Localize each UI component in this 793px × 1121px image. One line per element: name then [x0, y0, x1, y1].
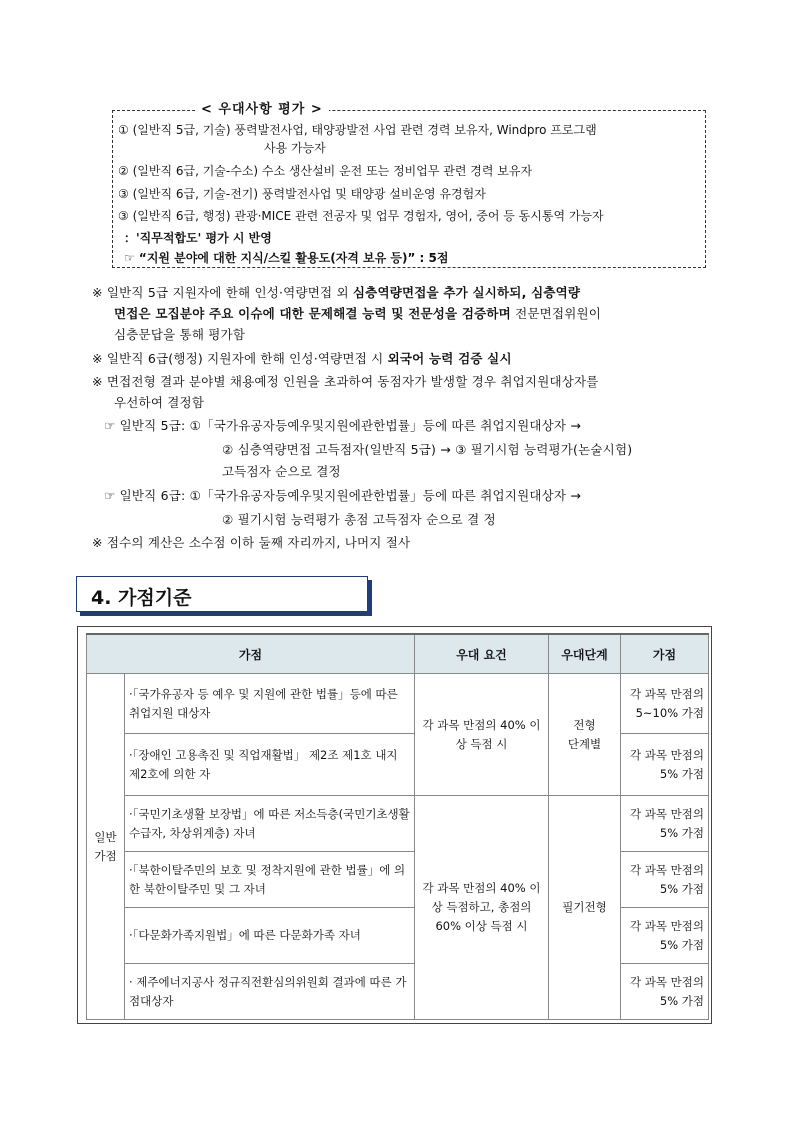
note-6: ※ 점수의 계산은 소수점 이하 둘째 자리까지, 나머지 절사 [92, 535, 411, 550]
preferential-note: ：'직무적합도' 평가 시 반영 [124, 231, 272, 245]
stage-2: 필기전형 [549, 796, 621, 1020]
note-1-line-3: 심층문답을 통해 평가함 [114, 327, 246, 342]
points-row-3: 각 과목 만점의 5% 가점 [621, 796, 709, 852]
note-5-line-2: ② 필기시험 능력평가 총점 고득점자 순으로 결 정 [222, 512, 496, 527]
points-row-6: 각 과목 만점의 5% 가점 [621, 964, 709, 1020]
note-4-line-1: ☞ 일반직 5급: ①「국가유공자등예우및지원에관한법률」등에 따른 취업지원대상자 → [104, 418, 582, 433]
section-title: 4. 가점기준 [91, 587, 192, 609]
note-3-line-2: 우선하여 결정함 [114, 395, 205, 410]
preferential-line-2: ② (일반직 6급, 기술-수소) 수소 생산설비 운전 또는 정비업무 관련 경력 보유자 [118, 164, 533, 178]
preferential-score: ☞ “지원 분야에 대한 지식/스킬 활용도(자격 보유 등)” : 5점 [124, 251, 449, 265]
preferential-title: < 우대사항 평가 > [195, 98, 329, 117]
table-row: ·「국가유공자 등 예우 및 지원에 관한 법률」등에 따른 취업지원 대상자 [125, 674, 415, 734]
requirement-1: 각 과목 만점의 40% 이상 득점 시 [415, 674, 549, 796]
header-stage: 우대단계 [549, 634, 621, 674]
section-heading [76, 576, 368, 612]
points-row-1: 각 과목 만점의 5~10% 가점 [621, 674, 709, 734]
header-requirement: 우대 요건 [415, 634, 549, 674]
stage-1: 전형 단계별 [549, 674, 621, 796]
note-1-line-2: 면접은 모집분야 주요 이슈에 대한 문제해결 능력 및 전문성을 검증하며 전문면접위원이 [114, 306, 602, 321]
note-3-line-1: ※ 면접전형 결과 분야별 채용예정 인원을 초과하여 동점자가 발생할 경우 취업지원대상자를 [92, 374, 599, 389]
table-row: ·「장애인 고용촉진 및 직업재활법」 제2조 제1호 내지 제2호에 의한 자 [125, 734, 415, 796]
header-bonus: 가점 [87, 634, 415, 674]
points-row-5: 각 과목 만점의 5% 가점 [621, 908, 709, 964]
table-row: ·「북한이탈주민의 보호 및 정착지원에 관한 법률」에 의한 북한이탈주민 및 그 자녀 [125, 852, 415, 908]
note-4-line-2: ② 심층역량면접 고득점자(일반직 5급) → ③ 필기시험 능력평가(논술시험) [222, 442, 633, 457]
group-label: 일반가점 [87, 674, 125, 1020]
points-row-2: 각 과목 만점의 5% 가점 [621, 734, 709, 796]
table-row: · 제주에너지공사 정규직전환심의위원회 결과에 따른 가점대상자 [125, 964, 415, 1020]
bonus-table [86, 633, 709, 1020]
note-4-line-3: 고득점자 순으로 결정 [222, 464, 341, 479]
note-5-line-1: ☞ 일반직 6급: ①「국가유공자등예우및지원에관한법률」등에 따른 취업지원대상자 → [104, 488, 582, 503]
requirement-2: 각 과목 만점의 40% 이상 득점하고, 총점의 60% 이상 득점 시 [415, 796, 549, 1020]
note-1-line-1: ※ 일반직 5급 지원자에 한해 인성·역량면접 외 심층역량면접을 추가 실시하되, 심층역량 [92, 285, 581, 300]
preferential-line-1b: 사용 가능자 [264, 141, 326, 155]
preferential-line-3: ③ (일반직 6급, 기술-전기) 풍력발전사업 및 태양광 설비운영 유경험자 [118, 187, 486, 201]
points-row-4: 각 과목 만점의 5% 가점 [621, 852, 709, 908]
note-2: ※ 일반직 6급(행정) 지원자에 한해 인성·역량면접 시 외국어 능력 검증 실시 [92, 351, 512, 366]
header-points: 가점 [621, 634, 709, 674]
preferential-line-1: ① (일반직 5급, 기술) 풍력발전사업, 태양광발전 사업 관련 경력 보유자, Windpro 프로그램 [118, 123, 597, 137]
preferential-line-4: ③ (일반직 6급, 행정) 관광·MICE 관련 전공자 및 업무 경험자, 영어, 중어 등 동시통역 가능자 [118, 209, 604, 223]
table-row: ·「국민기초생활 보장법」에 따른 저소득층(국민기초생활수급자, 차상위계층) 자녀 [125, 796, 415, 852]
table-row: ·「다문화가족지원법」에 따른 다문화가족 자녀 [125, 908, 415, 964]
